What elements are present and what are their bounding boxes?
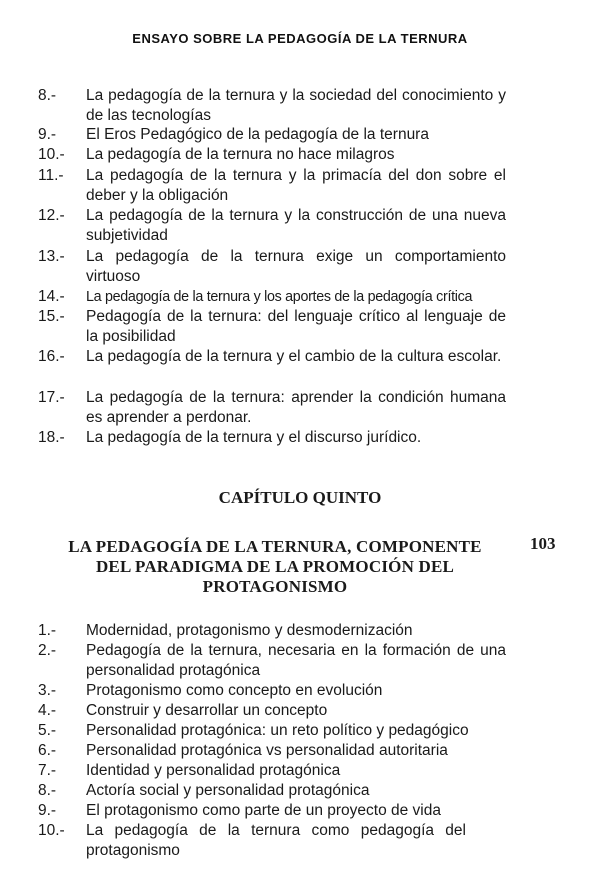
item-number: 10.- (38, 822, 65, 839)
chapter-title: LA PEDAGOGÍA DE LA TERNURA, COMPONENTE DEL PARADIGMA DE LA PROMOCIÓN DEL PROTAGONISMO (68, 537, 482, 596)
item-text: La pedagogía de la ternura: aprender la condición humana es aprender a perdonar. (86, 389, 506, 426)
item-number: 17.- (38, 389, 65, 406)
item-text: Actoría social y personalidad protagónica (86, 782, 370, 799)
item-number: 10.- (38, 146, 65, 163)
item-number: 13.- (38, 248, 65, 265)
item-text: La pedagogía de la ternura y la construcción de una nueva subjetividad (86, 207, 506, 244)
item-text: El Eros Pedagógico de la pedagogía de la ternura (86, 126, 429, 143)
page-number: 103 (530, 534, 556, 553)
item-number: 5.- (38, 722, 57, 739)
item-text: Construir y desarrollar un concepto (86, 702, 328, 719)
item-text: La pedagogía de la ternura como pedagogía del protagonismo (86, 822, 466, 859)
chapter-heading: CAPÍTULO QUINTO (218, 488, 382, 507)
item-text: Personalidad protagónica vs personalidad autoritaria (86, 742, 448, 759)
item-number: 6.- (38, 742, 57, 759)
item-number: 8.- (38, 782, 57, 799)
item-number: 14.- (38, 288, 65, 305)
item-number: 1.- (38, 622, 57, 639)
item-text: Protagonismo como concepto en evolución (86, 682, 383, 699)
item-text: Pedagogía de la ternura, necesaria en la formación de una personalidad protagónica (86, 642, 506, 679)
item-text: La pedagogía de la ternura y la primacía del don sobre el deber y la obligación (86, 167, 506, 204)
item-text: La pedagogía de la ternura exige un comportamiento virtuoso (86, 248, 506, 285)
item-number: 8.- (38, 87, 57, 104)
item-number: 3.- (38, 682, 57, 699)
item-text: Pedagogía de la ternura: del lenguaje crítico al lenguaje de la posibilidad (86, 308, 506, 345)
item-number: 7.- (38, 762, 57, 779)
item-number: 16.- (38, 348, 65, 365)
item-number: 4.- (38, 702, 57, 719)
item-number: 11.- (38, 167, 64, 184)
item-text: La pedagogía de la ternura y los aportes de la pedagogía crítica (86, 289, 473, 305)
running-header: ENSAYO SOBRE LA PEDAGOGÍA DE LA TERNURA (132, 31, 468, 46)
item-number: 2.- (38, 642, 57, 659)
item-text: La pedagogía de la ternura y la sociedad del conocimiento y de las tecnologías (86, 87, 506, 124)
item-text: Modernidad, protagonismo y desmodernización (86, 622, 413, 639)
item-text: La pedagogía de la ternura y el discurso jurídico. (86, 429, 422, 446)
item-text: Identidad y personalidad protagónica (86, 762, 341, 779)
item-text: La pedagogía de la ternura no hace milagros (86, 146, 395, 163)
item-number: 15.- (38, 308, 65, 325)
item-number: 18.- (38, 429, 65, 446)
item-number: 9.- (38, 126, 57, 143)
item-number: 9.- (38, 802, 57, 819)
item-text: La pedagogía de la ternura y el cambio de la cultura escolar. (86, 348, 502, 365)
item-text: El protagonismo como parte de un proyecto de vida (86, 802, 441, 819)
item-text: Personalidad protagónica: un reto político y pedagógico (86, 722, 469, 739)
item-number: 12.- (38, 207, 65, 224)
